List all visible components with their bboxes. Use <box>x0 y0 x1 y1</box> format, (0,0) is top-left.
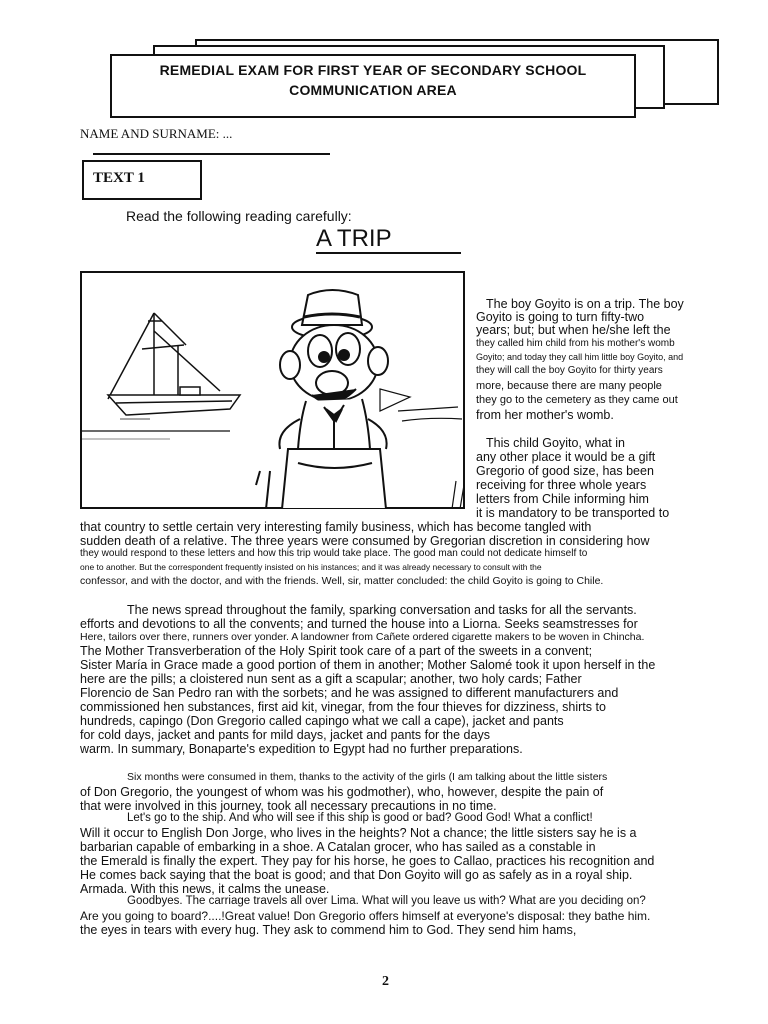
text-line: any other place it would be a gift <box>476 450 656 464</box>
exam-title: REMEDIAL EXAM FOR FIRST YEAR OF SECONDARY SCHOOL <box>159 62 587 78</box>
text-line: The Mother Transverberation of the Holy Spirit took care of a part of the sweets in a convent; <box>80 644 593 658</box>
text-line: it is mandatory to be transported to <box>476 506 670 520</box>
text-line: The news spread throughout the family, sparking conversation and tasks for all the servants. <box>127 603 637 617</box>
text-line: efforts and devotions to all the convents; and turned the house into a Liorna. Seeks seamstresses for <box>80 617 638 631</box>
text-line: they called him child from his mother's womb <box>476 338 675 349</box>
page-number: 2 <box>382 974 389 989</box>
text-line: barbarian capable of embarking in a shoe. A Catalan grocer, who has sailed as a constable in <box>80 840 596 854</box>
text-line: that country to settle certain very interesting family business, which has become tangled with <box>80 520 592 534</box>
text-line: Let's go to the ship. And who will see if this ship is good or bad? Good God! What a conflict! <box>127 812 593 824</box>
text-line: Will it occur to English Don Jorge, who lives in the heights? Not a chance; the little sisters say he is a <box>80 826 637 840</box>
text-line: Goyito; and today they call him little boy Goyito, and <box>476 352 684 362</box>
text-line: of Don Gregorio, the youngest of whom was his godmother), who, however, despite the pain of <box>80 785 604 799</box>
text-line: letters from Chile informing him <box>476 492 649 506</box>
text-line: they go to the cemetery as they came out <box>476 394 678 406</box>
name-underline <box>93 153 330 155</box>
text-line: the Emerald is finally the expert. They pay for his horse, he goes to Callao, practices his recognition and <box>80 854 655 868</box>
text-line: The boy Goyito is on a trip. The boy <box>486 297 684 311</box>
exam-subtitle: COMMUNICATION AREA <box>289 82 457 98</box>
text-line: Here, tailors over there, runners over yonder. A landowner from Cañete ordered cigarette makers to be woven in Chincha. <box>80 631 645 643</box>
text-1-label: TEXT 1 <box>93 170 145 186</box>
text-line: Gregorio of good size, has been <box>476 464 654 478</box>
text-line: for cold days, jacket and pants for mild days, jacket and pants for the days <box>80 728 490 742</box>
text-line: warm. In summary, Bonaparte's expedition to Egypt had no further preparations. <box>80 742 523 756</box>
text-line: more, because there are many people <box>476 380 662 392</box>
reading-instruction: Read the following reading carefully: <box>126 208 352 224</box>
text-line: This child Goyito, what in <box>486 436 625 450</box>
text-line: they will call the boy Goyito for thirty years <box>476 365 663 376</box>
text-line: Goyito is going to turn fifty-two <box>476 310 645 324</box>
text-line: confessor, and with the doctor, and with the friends. Well, sir, matter concluded: the child Goyito is going to Chile. <box>80 575 604 587</box>
text-line: from her mother's womb. <box>476 408 614 422</box>
text-line: He comes back saying that the boat is good; and that Don Goyito will go as safely as in a royal ship. <box>80 868 633 882</box>
text-line: Florencio de San Pedro ran with the sorbets; and he was assigned to different manufacturers and <box>80 686 619 700</box>
reading-title: A TRIP <box>316 227 461 254</box>
text-line: hundreds, capingo (Don Gregorio called capingo what we call a cape), jacket and pants <box>80 714 564 728</box>
name-surname-label: NAME AND SURNAME: ... <box>80 126 233 141</box>
header-banner <box>110 54 636 118</box>
text-line: sudden death of a relative. The three years were consumed by Gregorian discretion in considering how <box>80 534 650 548</box>
text-line: here are the pills; a cloistered nun sent as a gift a scapular; another, two holy cards; Father <box>80 672 582 686</box>
text-1-box <box>82 160 202 200</box>
text-line: receiving for three whole years <box>476 478 647 492</box>
boy-with-hat-and-ship-illustration <box>80 271 465 509</box>
text-line: one to another. But the correspondent frequently insisted on his instances; and it was already necessary to consult with the <box>80 562 542 572</box>
text-line: Are you going to board?....!Great value! Don Gregorio offers himself at everyone's disposal: they bathe him. <box>80 909 651 923</box>
text-line: Six months were consumed in them, thanks to the activity of the girls (I am talking about the little sisters <box>127 771 608 783</box>
text-line: Goodbyes. The carriage travels all over Lima. What will you leave us with? What are you deciding on? <box>127 895 646 907</box>
text-line: Armada. With this news, it calms the unease. <box>80 882 330 896</box>
text-line: Sister María in Grace made a good portion of them in another; Mother Salomé took it upon herself in the <box>80 658 656 672</box>
text-line: that were involved in this journey, took all necessary precautions in no time. <box>80 799 497 813</box>
text-line: years; but; but when he/she left the <box>476 323 671 337</box>
text-line: the eyes in tears with every hug. They ask to commend him to God. They send him hams, <box>80 923 577 937</box>
text-line: commissioned hen substances, first aid kit, vinegar, from the four thieves for dizziness, shirts to <box>80 700 606 714</box>
text-line: they would respond to these letters and how this trip would take place. The good man could not dedicate himself to <box>80 548 588 559</box>
